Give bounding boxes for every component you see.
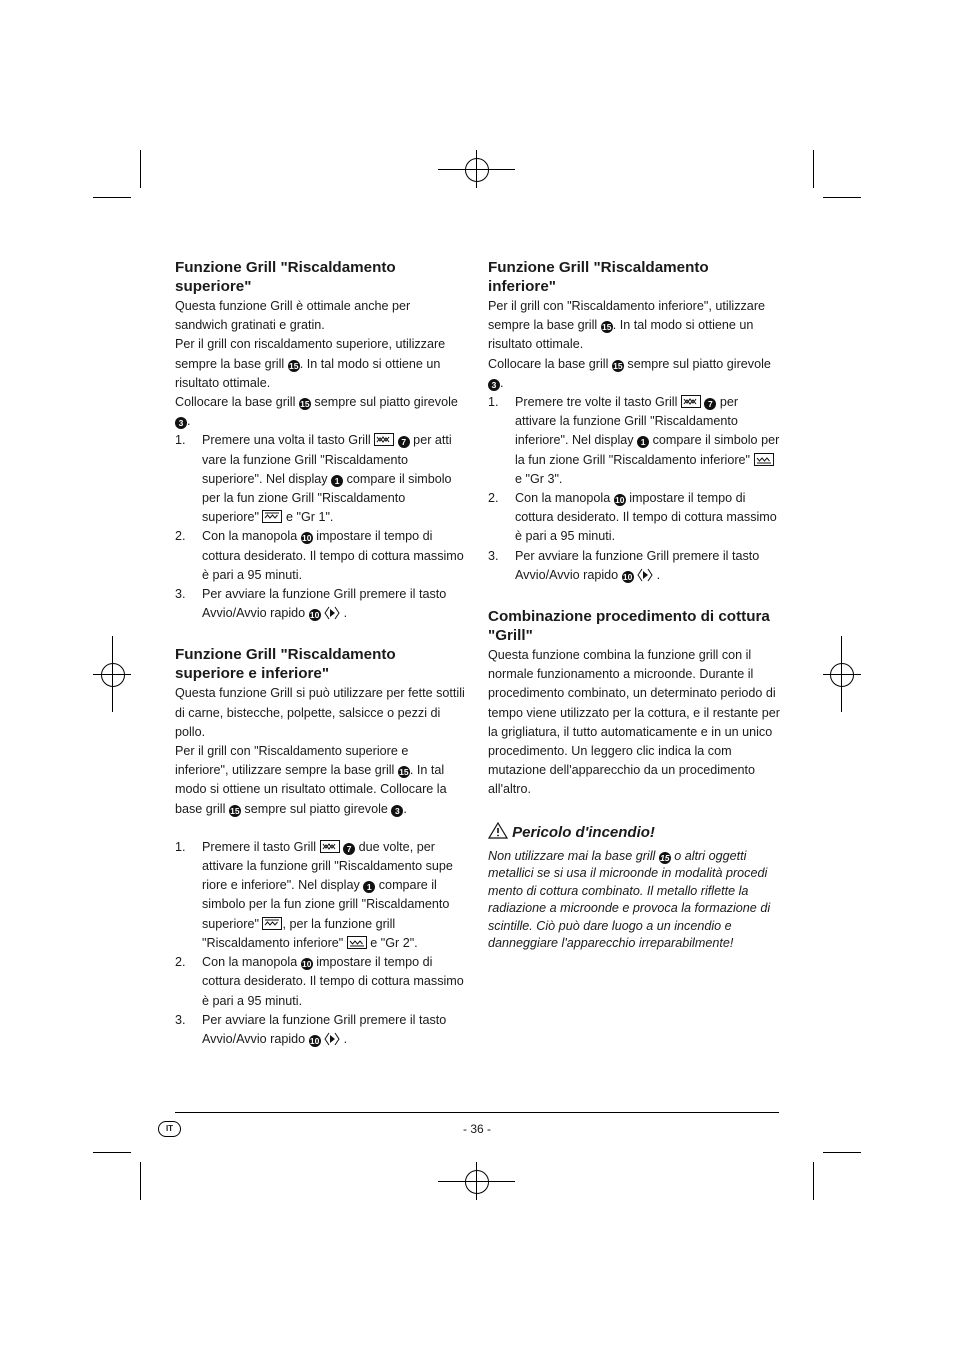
top-heat-icon xyxy=(262,917,282,930)
page-number: - 36 - xyxy=(462,1122,491,1136)
section-title: Funzione Grill "Riscaldamento inferiore" xyxy=(488,259,709,295)
steps-list xyxy=(175,838,465,1049)
ref-marker: 1 xyxy=(363,881,375,893)
ref-marker: 15 xyxy=(288,360,299,371)
ref-marker: 7 xyxy=(343,843,355,855)
ref-marker: 7 xyxy=(704,398,716,410)
language-badge: IT xyxy=(158,1121,181,1137)
list-item: 3. Per avviare la funzione Grill premere il tasto Avvio/Avvio rapido 10 . xyxy=(488,548,760,582)
section-top-bottom-heat xyxy=(175,645,465,1049)
list-item: 1. Premere tre volte il tasto Grill 7 per attivare la funzione Grill "Riscaldamento inferiore". Nel display 1 compare il simbolo per la fun zione Grill "Riscaldamento inferiore" e "Gr 3". xyxy=(488,395,780,486)
start-button-icon xyxy=(324,606,340,620)
paragraph: Per il grill con "Riscaldamento inferiore", utilizzare sempre la base grill 15. In tal modo si ottiene un risultato ottimale. xyxy=(488,299,766,352)
ref-marker: 3 xyxy=(175,417,187,429)
ref-marker: 3 xyxy=(488,379,500,391)
ref-marker: 15 xyxy=(660,852,670,863)
paragraph: Questa funzione combina la funzione grill con il normale funzionamento a microonde. Durante il procedimento combinato, un determinato periodo di tempo viene utilizzato per la cottura, e il restante per la grigliatura, il tutto automaticamente e in un unico procedimento. Un leggero clic indica la com mutazione dell'apparecchio da un procedimento all'altro. xyxy=(488,648,780,797)
footer-rule xyxy=(175,1112,779,1113)
list-item: 1. Premere una volta il tasto Grill 7 per atti vare la funzione Grill "Riscaldamento superiore". Nel display 1 compare il simbolo per la fun zione Grill "Riscaldamento superiore" e "Gr 1". xyxy=(175,433,452,525)
ref-marker: 15 xyxy=(230,805,240,816)
right-column xyxy=(488,258,780,953)
left-column xyxy=(175,258,465,1049)
section-title: Combinazione procedimento di cottura "Grill" xyxy=(488,608,770,645)
warning-triangle-icon xyxy=(488,822,508,839)
start-button-icon xyxy=(324,1032,340,1046)
grill-icon xyxy=(320,840,340,853)
ref-marker: 10 xyxy=(614,495,625,506)
ref-marker: 15 xyxy=(300,399,310,410)
list-item: 3. Per avviare la funzione Grill premere il tasto Avvio/Avvio rapido 10 . xyxy=(175,1012,447,1046)
ref-marker: 1 xyxy=(331,475,343,487)
paragraph: Collocare la base grill 15 sempre sul piatto girevole 3 . xyxy=(488,356,771,390)
ref-marker: 1 xyxy=(637,436,649,448)
grill-icon xyxy=(374,433,394,446)
warning-box xyxy=(488,822,780,953)
start-button-icon xyxy=(637,568,653,582)
paragraph: Per il grill con riscaldamento superiore, utilizzare sempre la base grill 15. In tal modo si ottiene un risultato ottimale. xyxy=(175,337,446,390)
list-item: 3. Per avviare la funzione Grill premere il tasto Avvio/Avvio rapido 10 . xyxy=(175,587,447,621)
ref-marker: 15 xyxy=(601,322,612,333)
ref-marker: 10 xyxy=(309,1035,320,1046)
grill-icon xyxy=(681,395,701,408)
section-bottom-heat xyxy=(488,258,780,585)
steps-list xyxy=(488,393,780,585)
ref-marker: 15 xyxy=(399,767,409,778)
list-item: 1. Premere il tasto Grill 7 due volte, per attivare la funzione grill "Riscaldamento supe riore e inferiore". Nel display 1 compare il simbolo per la fun zione grill "Riscaldamento superiore" , per la funzione grill "Riscaldamento inferiore" e "Gr 2". xyxy=(175,839,453,950)
section-top-heat xyxy=(175,258,465,623)
section-title: Funzione Grill "Riscaldamento superiore" xyxy=(175,259,396,295)
list-item: 2. Con la manopola 10 impostare il tempo di cottura desiderato. Il tempo di cottura massimo è pari a 95 minuti. xyxy=(488,491,777,544)
warning-text: Non utilizzare mai la base grill 15 o altri oggetti metallici se si usa il microonde in modalità procedi mento di cottura combinato. Il metallo riflette la radiazione a microonde e provoca la formazione di scintille. Ciò può dare luogo a un incendio e danneggiare l'apparecchio irreparabilmente! xyxy=(488,848,771,951)
paragraph: Per il grill con "Riscaldamento superiore e inferiore", utilizzare sempre la base grill 15. In tal modo si ottiene un risultato ottimale. Collocare la base grill 15 sempre sul piatto girevole 3 . xyxy=(175,744,447,816)
top-heat-icon xyxy=(262,510,282,523)
bottom-heat-icon xyxy=(754,453,774,466)
steps-list xyxy=(175,431,465,623)
paragraph: Collocare la base grill 15 sempre sul piatto girevole 3 . xyxy=(175,395,458,429)
paragraph: Questa funzione Grill si può utilizzare per fette sottili di carne, bistecche, polpette, salsicce o pezzi di pollo. xyxy=(175,686,465,739)
list-item: 2. Con la manopola 10 impostare il tempo di cottura desiderato. Il tempo di cottura massimo è pari a 95 minuti. xyxy=(175,529,464,582)
warning-title: Pericolo d'incendio! xyxy=(488,822,780,842)
ref-marker: 10 xyxy=(301,959,312,970)
section-combination xyxy=(488,607,780,800)
ref-marker: 10 xyxy=(301,533,312,544)
paragraph: Questa funzione Grill è ottimale anche per sandwich gratinati e gratin. xyxy=(175,299,411,333)
list-item: 2. Con la manopola 10 impostare il tempo di cottura desiderato. Il tempo di cottura massimo è pari a 95 minuti. xyxy=(175,955,464,1008)
ref-marker: 3 xyxy=(391,805,403,817)
section-title: Funzione Grill "Riscaldamento superiore e inferiore" xyxy=(175,646,396,683)
bottom-heat-icon xyxy=(347,936,367,949)
ref-marker: 10 xyxy=(622,571,633,582)
ref-marker: 7 xyxy=(398,436,410,448)
ref-marker: 10 xyxy=(309,610,320,621)
ref-marker: 15 xyxy=(613,360,623,371)
